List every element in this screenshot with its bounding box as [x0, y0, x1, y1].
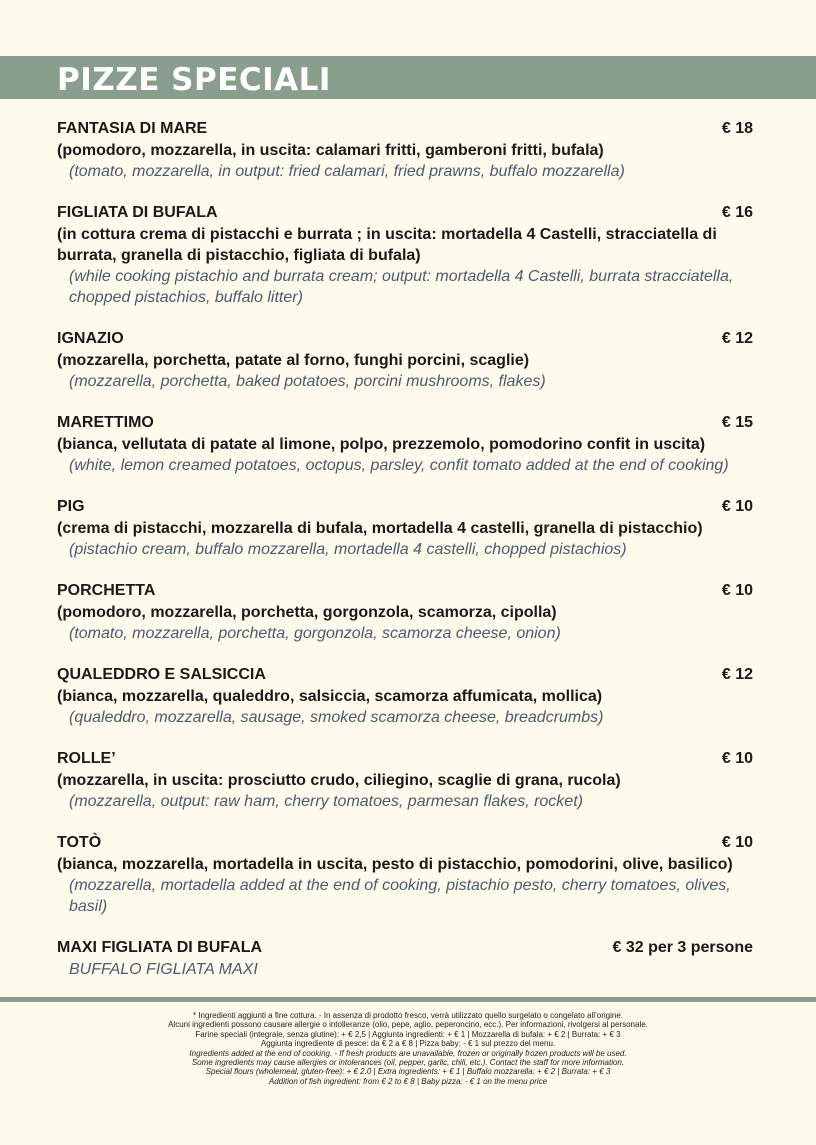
item-translation: (tomato, mozzarella, porchetta, gorgonzola, scamorza cheese, onion) — [69, 625, 561, 642]
item-price: € 12 — [721, 666, 753, 683]
menu-item-header — [57, 748, 753, 770]
item-price: € 15 — [721, 414, 753, 431]
menu-item — [57, 937, 753, 980]
item-ingredients: (mozzarella, porchetta, patate al forno, funghi porcini, scaglie) — [57, 352, 530, 369]
item-price: € 10 — [721, 750, 753, 767]
footer-note-en: Addition of fish ingredient: from € 2 to € 8 | Baby pizza: - € 1 on the menu price — [268, 1076, 548, 1086]
item-name: QUALEDDRO E SALSICCIA — [57, 666, 266, 683]
item-price: € 10 — [721, 834, 753, 851]
page-title: PIZZE SPECIALI — [57, 62, 331, 98]
item-price: € 12 — [721, 330, 753, 347]
menu-item-header — [57, 412, 753, 434]
item-name: ROLLE’ — [57, 750, 116, 767]
menu-item-header — [57, 118, 753, 140]
item-price: € 18 — [721, 120, 753, 137]
footer-note-it: Farine speciali (integrale, senza glutine): + € 2,5 | Aggiunta ingredienti: + € 1 | Mozzarella di bufala: + € 2 | Burrata: + € 3 — [195, 1029, 621, 1039]
item-translation: (mozzarella, output: raw ham, cherry tomatoes, parmesan flakes, rocket) — [69, 793, 583, 810]
footer-note-it: * Ingredienti aggiunti a fine cottura. - In assenza di prodotto fresco, verrà utilizzato quello surgelato o congelato all’origine. — [192, 1011, 624, 1020]
footer-note-en: Special flours (wholemeal, gluten-free): + € 2.0 | Extra ingredients: + € 1 | Buffalo mozzarella: + € 2 | Burrata: + € 3 — [205, 1067, 611, 1077]
footer-divider — [0, 997, 816, 1002]
item-ingredients: (bianca, mozzarella, mortadella in uscita, pesto di pistacchio, pomodorini, olive, basilico) — [57, 856, 733, 873]
menu-item-header — [57, 580, 753, 602]
item-translation: (white, lemon creamed potatoes, octopus, parsley, confit tomato added at the end of cooking) — [69, 457, 729, 474]
item-name: FIGLIATA DI BUFALA — [57, 204, 218, 221]
item-translation: (pistachio cream, buffalo mozzarella, mortadella 4 castelli, chopped pistachios) — [69, 541, 627, 558]
item-ingredients: (bianca, vellutata di patate al limone, polpo, prezzemolo, pomodorino confit in uscita) — [57, 436, 706, 453]
item-price: € 16 — [721, 204, 753, 221]
item-ingredients: (in cottura crema di pistacchi e burrata ; in uscita: mortadella 4 Castelli, stracciatella di burrata, granella di pistacchio, figliata di bufala) — [57, 226, 717, 264]
item-ingredients: (mozzarella, in uscita: prosciutto crudo, ciliegino, scaglie di grana, rucola) — [57, 772, 621, 789]
item-ingredients: (crema di pistacchi, mozzarella di bufala, mortadella 4 castelli, granella di pistacchio) — [57, 520, 703, 537]
item-price: € 10 — [721, 498, 753, 515]
item-name: MAXI FIGLIATA DI BUFALA — [57, 939, 263, 956]
menu-item-header — [57, 496, 753, 518]
item-translation: (while cooking pistachio and burrata cream; output: mortadella 4 Castelli, burrata stracciatella, chopped pistachios, buffalo litter) — [69, 268, 734, 306]
menu-list — [57, 118, 753, 1000]
menu-item — [57, 118, 753, 182]
item-ingredients: (pomodoro, mozzarella, porchetta, gorgonzola, scamorza, cipolla) — [57, 604, 557, 621]
item-translation: (qualeddro, mozzarella, sausage, smoked scamorza cheese, breadcrumbs) — [69, 709, 604, 726]
menu-item — [57, 664, 753, 728]
menu-item-header — [57, 664, 753, 686]
item-name: PIG — [57, 498, 85, 515]
item-ingredients: (bianca, mozzarella, qualeddro, salsiccia, scamorza affumicata, mollica) — [57, 688, 603, 705]
menu-item — [57, 748, 753, 812]
menu-item-header — [57, 328, 753, 350]
item-translation: (mozzarella, mortadella added at the end of cooking, pistachio pesto, cherry tomatoes, olives, basil) — [69, 877, 731, 915]
item-name: MARETTIMO — [57, 414, 154, 431]
menu-item-header — [57, 202, 753, 224]
menu-item-header — [57, 832, 753, 854]
footer-note-en: Ingredients added at the end of cooking. - If fresh products are unavailable, frozen or originally frozen products will be used. — [189, 1048, 627, 1058]
item-price: € 32 per 3 persone — [612, 939, 753, 956]
item-name: TOTÒ — [57, 834, 102, 851]
menu-item — [57, 328, 753, 392]
menu-item — [57, 412, 753, 476]
item-translation: (tomato, mozzarella, in output: fried calamari, fried prawns, buffalo mozzarella) — [69, 163, 625, 180]
footer-note-en: Some ingredients may cause allergies or intolerances (oil, pepper, garlic, chili, etc.). Contact the staff for more information. — [191, 1058, 625, 1068]
footer-note-it: Alcuni ingredienti possono causare allergie o intolleranze (olio, pepe, aglio, peperoncino, ecc.). Per informazioni, rivolgersi al personale. — [168, 1020, 648, 1030]
menu-item-header — [57, 937, 753, 959]
menu-item — [57, 496, 753, 560]
menu-item — [57, 580, 753, 644]
item-name: PORCHETTA — [57, 582, 156, 599]
menu-item — [57, 832, 753, 917]
item-translation: BUFFALO FIGLIATA MAXI — [69, 961, 258, 978]
item-translation: (mozzarella, porchetta, baked potatoes, porcini mushrooms, flakes) — [69, 373, 546, 390]
footer-note-it: Aggiunta ingrediente di pesce: da € 2 a € 8 | Pizza baby: - € 1 sul prezzo del menu. — [260, 1039, 556, 1049]
item-ingredients: (pomodoro, mozzarella, in uscita: calamari fritti, gamberoni fritti, bufala) — [57, 142, 604, 159]
item-price: € 10 — [721, 582, 753, 599]
item-name: IGNAZIO — [57, 330, 124, 347]
menu-item — [57, 202, 753, 308]
item-name: FANTASIA DI MARE — [57, 120, 208, 137]
footer-notes — [40, 1011, 776, 1086]
